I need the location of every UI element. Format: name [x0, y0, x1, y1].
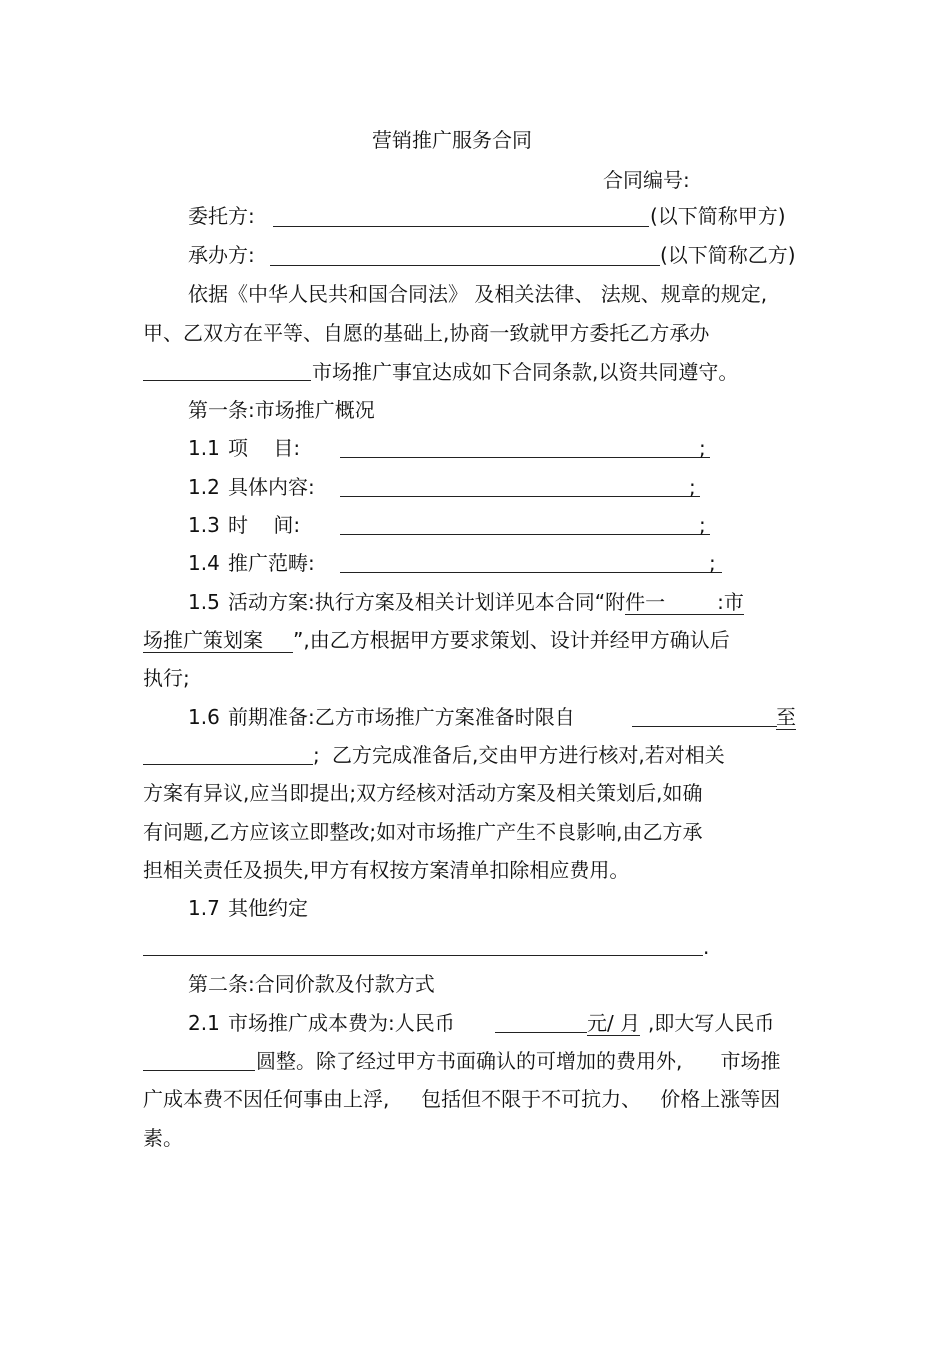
- item-1-5-line-2-text: ”,由乙方根据甲方要求策划、设计并经甲方确认后: [293, 628, 730, 652]
- item-1-4-label: 推广范畴:: [228, 551, 315, 575]
- item-1-6-number: 1.6: [188, 705, 220, 729]
- article-1-heading: 第一条:市场推广概况: [188, 398, 375, 422]
- contract-number-label: 合同编号:: [603, 168, 690, 192]
- entrusting-party-suffix: (以下简称甲方): [650, 204, 786, 228]
- preamble-line-2: 甲、乙双方在平等、自愿的基础上,协商一致就甲方委托乙方承办: [143, 321, 710, 345]
- item-1-5-line-1-text: 活动方案:执行方案及相关计划详见本合同“附: [228, 590, 626, 614]
- item-1-1-label: 项 目:: [228, 436, 301, 460]
- undertaking-party-blank[interactable]: [270, 265, 660, 266]
- preamble-line-3: 市场推广事宜达成如下合同条款,以资共同遵守。: [312, 360, 739, 384]
- item-1-2-label: 具体内容:: [228, 475, 315, 499]
- item-1-6-line-1-text: 前期准备:乙方市场推广方案准备时限自: [228, 705, 575, 729]
- item-1-5-line-1: [228, 590, 744, 614]
- item-2-1-line-1-text: 市场推广成本费为:人民币: [228, 1011, 455, 1035]
- item-1-2-blank[interactable]: [340, 496, 700, 497]
- item-1-4-number: 1.4: [188, 551, 220, 575]
- item-1-7-blank[interactable]: [143, 955, 703, 956]
- item-2-1-number: 2.1: [188, 1011, 220, 1035]
- preamble-line-1: 依据《中华人民共和国合同法》 及相关法律、 法规、规章的规定,: [188, 282, 768, 306]
- item-2-1-line-3: 广成本费不因任何事由上浮, 包括但不限于不可抗力、 价格上涨等因: [143, 1087, 781, 1111]
- item-1-4-end: ;: [709, 551, 716, 575]
- item-1-2-number: 1.2: [188, 475, 220, 499]
- item-1-6-line-2-text: 乙方完成准备后,交由甲方进行核对,若对相关: [332, 743, 725, 767]
- item-1-2-end: ;: [689, 475, 696, 499]
- item-1-3-label: 时 间:: [228, 513, 301, 537]
- item-1-4-blank[interactable]: [340, 572, 722, 573]
- item-1-1-blank[interactable]: [340, 457, 710, 458]
- undertaking-party-label: 承办方:: [188, 243, 255, 267]
- item-2-1-amount-blank[interactable]: [495, 1032, 587, 1033]
- item-1-1-number: 1.1: [188, 436, 220, 460]
- item-1-5-number: 1.5: [188, 590, 220, 614]
- item-1-5-plan-name: 场推广策划案: [143, 628, 293, 653]
- item-2-1-line-4: 素。: [143, 1126, 183, 1150]
- item-1-3-blank[interactable]: [340, 534, 710, 535]
- undertaking-party-suffix: (以下简称乙方): [660, 243, 796, 267]
- item-1-7-number: 1.7: [188, 896, 220, 920]
- item-2-1-amount-in-words-blank[interactable]: [143, 1070, 255, 1071]
- article-2-heading: 第二条:合同价款及付款方式: [188, 972, 435, 996]
- item-1-3-number: 1.3: [188, 513, 220, 537]
- item-1-5-attachment-ref[interactable]: 件一: [625, 590, 717, 615]
- item-1-6-line-4: 有问题,乙方应该立即整改;如对市场推广产生不良影响,由乙方承: [143, 820, 703, 844]
- item-1-5-line-3: 执行;: [143, 666, 190, 690]
- item-1-1-end: ;: [699, 436, 706, 460]
- item-1-6-start-date-blank[interactable]: [632, 726, 777, 727]
- item-1-6-semicolon: ;: [313, 743, 320, 767]
- item-1-6-line-3: 方案有异议,应当即提出;双方经核对活动方案及相关策划后,如确: [143, 781, 703, 805]
- item-1-5-attachment-colon: :市: [717, 590, 744, 614]
- item-1-7-label: 其他约定: [228, 896, 308, 920]
- item-1-6-line-5: 担相关责任及损失,甲方有权按方案清单扣除相应费用。: [143, 858, 630, 882]
- item-1-6-end-date-blank[interactable]: [143, 764, 313, 765]
- document-title: 营销推广服务合同: [372, 128, 532, 152]
- item-2-1-line-2-text: 圆整。除了经过甲方书面确认的可增加的费用外, 市场推: [256, 1049, 781, 1073]
- item-1-6-to: 至: [776, 705, 796, 729]
- item-2-1-unit: 元/ 月: [587, 1011, 641, 1035]
- entrusting-party-blank[interactable]: [273, 226, 649, 227]
- item-1-5-line-2: [143, 628, 730, 652]
- item-1-3-end: ;: [699, 513, 706, 537]
- item-1-7-end: .: [703, 935, 710, 959]
- item-2-1-line-1-after: ,即大写人民币: [648, 1011, 775, 1035]
- preamble-project-blank[interactable]: [143, 380, 311, 381]
- entrusting-party-label: 委托方:: [188, 204, 255, 228]
